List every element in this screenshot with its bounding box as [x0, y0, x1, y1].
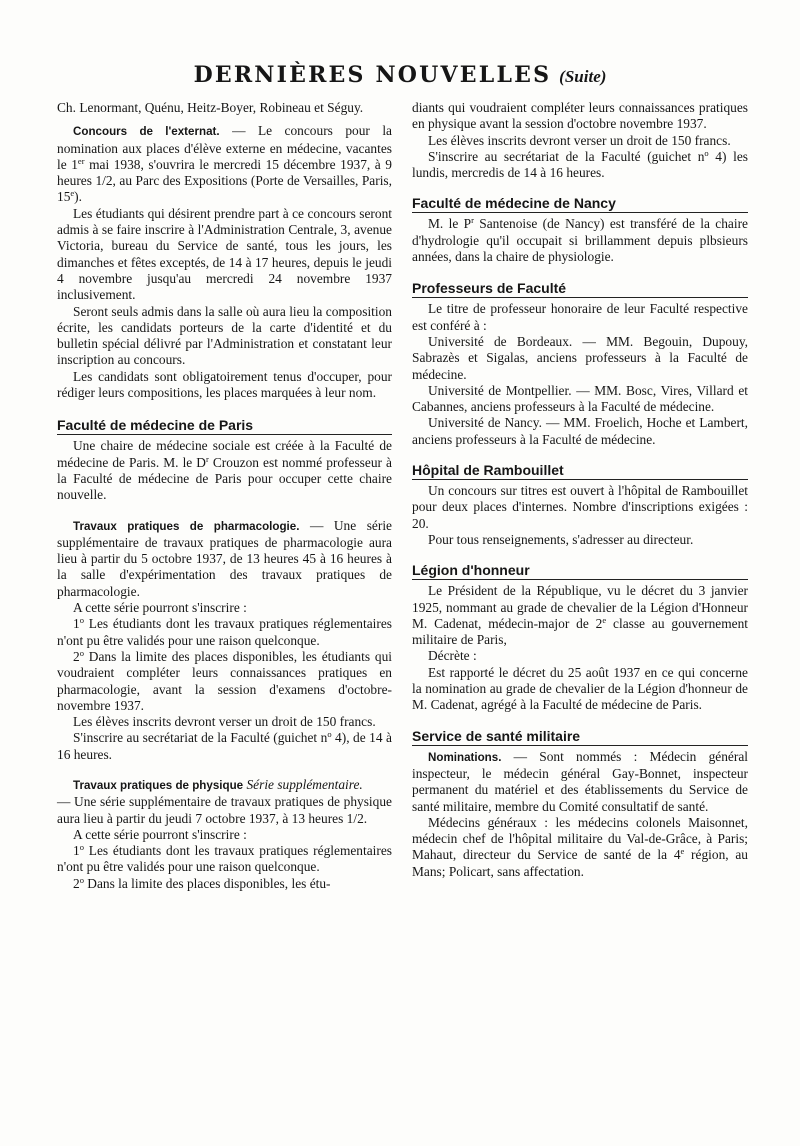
sante-p2: [412, 815, 748, 880]
sup: o: [327, 729, 332, 740]
pharmacologie-subsection: [57, 518, 392, 763]
phys-p3-text: Les étudiants dont les travaux pratiques réglementaires n'ont pu être validés pour une raison quelconque.: [57, 843, 392, 875]
pharma-p3-text: Les étudiants dont les travaux pratiques réglementaires n'ont pu être validés pour une raison quelconque.: [57, 616, 392, 648]
legion-title: Légion d'honneur: [412, 562, 748, 580]
sante-p1-text: — Sont nommés : Médecin général inspecteur, le médecin général Gay-Bonnet, inspecteur permanent du matériel et des établissements du Service de santé militaire, membre du Comité consultatif de santé.: [412, 748, 748, 814]
right-column: [412, 100, 748, 880]
sup: r: [471, 215, 474, 226]
sup: o: [79, 842, 84, 853]
num: 1: [73, 616, 80, 632]
pharma-p4-text: Dans la limite des places disponibles, les étudiants qui voudraient compléter leurs connaissances pratiques en pharmacologie, avant la session d'examens d'octobre-novembre 1937.: [57, 648, 392, 713]
pharma-p6-a: S'inscrire au secrétariat de la Faculté (guichet n: [73, 730, 328, 746]
rambouillet-title: Hôpital de Rambouillet: [412, 462, 748, 480]
header-title: DERNIÈRES NOUVELLES: [193, 62, 552, 88]
cont-p3-b: 4) les lundis, mercredis de 14 à 16 heures.: [412, 148, 748, 181]
page-header: [0, 62, 800, 88]
sante-p1: [412, 749, 748, 815]
pharma-title: Travaux pratiques de pharmacologie.: [73, 519, 300, 533]
externat-p1-text: — Le concours pour la nomination aux places d'élève externe en médecine, vacantes le 1: [57, 123, 392, 172]
nancy-p1-a: M. le P: [428, 216, 472, 232]
num: 2: [73, 648, 80, 664]
paris-p1-a: Une chaire de médecine sociale est créée à la Faculté de médecine de Paris. M. le D: [57, 438, 392, 470]
prof-p1: Le titre de professeur honoraire de leur Faculté respective est conféré à :: [412, 301, 748, 333]
professeurs-title: Professeurs de Faculté: [412, 280, 748, 298]
externat-p4: Les candidats sont obligatoirement tenus d'occuper, pour rédiger leurs compositions, les places marquées à leur nom.: [57, 368, 392, 401]
externat-p1-end: mai 1938, s'ouvrira le mercredi 15 décembre 1937, à 9 heures 1/2, au Parc des Expositions (Porte de Versailles, Paris, 15: [57, 156, 392, 205]
nominations-label: Nominations.: [428, 750, 502, 764]
sup: e: [602, 614, 607, 625]
prof-p4: Université de Nancy. — MM. Froelich, Hoche et Lambert, anciens professeurs à la Faculté de médecine.: [412, 415, 748, 447]
sup: o: [79, 874, 84, 885]
legion-section: [412, 562, 748, 713]
phys-title: Travaux pratiques de physique: [73, 778, 244, 792]
externat-p2: Les étudiants qui désirent prendre part à ce concours seront admis à se faire inscrire à l'Administration Centrale, 3, avenue Victoria, bureau du Service de santé, tous les jours, les dimanches et fêtes exceptés, de 14 à 17 heures, depuis le jeudi 4 novembre jusqu'au mercredi 24 novembre 1937 inclusivement.: [57, 205, 392, 303]
pharma-p1-text: — Une série supplémentaire de travaux pratiques de pharmacologie aura lieu à partir du 5 octobre 1937, de 13 heures 45 à 16 heures à la salle d'expérimentation des travaux pratiques de pharmacologie.: [57, 517, 392, 599]
header-suite: (Suite): [559, 67, 607, 86]
prof-p2: Université de Bordeaux. — MM. Begouin, Dupouy, Sabrazès et Sigalas, anciens professeurs à la Faculté de médecine.: [412, 333, 748, 382]
pharma-p4: [57, 649, 392, 714]
pharma-p5: Les élèves inscrits devront verser un droit de 150 francs.: [73, 714, 376, 730]
legion-p3: Est rapporté le décret du 25 août 1937 en ce qui concerne la nomination au grade de chevalier de la Légion d'honneur de M. Cadenat, agrégé à la Faculté de médecine de Paris.: [412, 664, 748, 713]
sante-section: [412, 728, 748, 880]
left-column: [57, 100, 392, 892]
nancy-title: Faculté de médecine de Nancy: [412, 195, 748, 213]
sup: o: [79, 615, 84, 626]
externat-title: Concours de l'externat.: [73, 125, 220, 139]
rambouillet-p1: Un concours sur titres est ouvert à l'hôpital de Rambouillet pour deux places d'internes. Nombre d'inscriptions exigées : 20.: [412, 483, 748, 531]
sante-title: Service de santé militaire: [412, 728, 748, 746]
professeurs-section: [412, 280, 748, 448]
continuation-p2: Les élèves inscrits devront verser un droit de 150 francs.: [428, 132, 731, 148]
externat-p1: [57, 123, 392, 205]
physique-subsection: [57, 777, 392, 892]
sup: e: [680, 846, 685, 857]
sup: e: [70, 188, 75, 199]
sup: r: [205, 453, 209, 464]
legion-p1-b: classe au gouvernement militaire de Paris,: [412, 615, 748, 648]
pharma-p6-b: 4), de 14 à 16 heures.: [57, 730, 392, 762]
phys-p2: A cette série pourront s'inscrire :: [73, 826, 247, 842]
continuation-p3: [412, 149, 748, 182]
pharma-p6: [57, 730, 392, 763]
sante-p2-b: région, au Mans; Policart, sans affectation.: [412, 847, 749, 879]
phys-p1-body: — Une série supplémentaire de travaux pratiques de physique aura lieu à partir du jeudi 7 octobre 1937, à 13 heures 1/2.: [57, 794, 392, 826]
paris-section: [57, 417, 392, 892]
nancy-section: [412, 195, 748, 265]
continuation-p1: diants qui voudraient compléter leurs connaissances pratiques en physique avant la session d'octobre novembre 1937.: [412, 100, 748, 132]
phys-p4-text: Dans la limite des places disponibles, les étu-: [83, 875, 331, 891]
num: 2: [73, 875, 80, 891]
nancy-p1-b: Santenoise (de Nancy) est transféré de la chaire d'hydrologie qu'il occupait si brillamment depuis plbsieurs années, dans la chaire de physiologie.: [412, 216, 748, 265]
phys-p3: [57, 843, 392, 876]
phys-title-italic: Série supplémentaire.: [246, 776, 363, 792]
pharma-p2: A cette série pourront s'inscrire :: [73, 600, 247, 616]
sup: er: [77, 155, 85, 166]
externat-p3: Seront seuls admis dans la salle où aura lieu la composition écrite, les candidats porteurs de la carte d'identité et du bulletin spécial délivré par l'Administration et constatant leur inscription au concours.: [57, 303, 392, 368]
sup: o: [79, 647, 84, 658]
legion-p2: Décrète :: [428, 648, 477, 664]
phys-p4: [57, 876, 392, 892]
externat-p1-tail: ).: [74, 189, 82, 205]
pharma-p1: [57, 518, 392, 600]
sante-p2-a: Médecins généraux : les médecins colonels Maisonnet, médecin chef de l'hôpital militaire du Val-de-Grâce, à Paris; Mahaut, directeur du Service de santé de la 4: [412, 814, 748, 863]
externat-section: [57, 123, 392, 401]
rambouillet-p2: Pour tous renseignements, s'adresser au directeur.: [428, 531, 694, 547]
paris-title: Faculté de médecine de Paris: [57, 417, 392, 435]
paris-p1: [57, 438, 392, 503]
paris-p1-b: Crouzon est nommé professeur à la Faculté de médecine de Paris pour occuper cette chaire nouvelle.: [57, 454, 392, 503]
intro-paragraph: Ch. Lenormant, Quénu, Heitz-Boyer, Robineau et Séguy.: [57, 100, 364, 115]
cont-p3-a: S'inscrire au secrétariat de la Faculté (guichet n: [428, 148, 705, 164]
legion-p1: [412, 583, 748, 648]
nancy-p1: [412, 216, 748, 265]
rambouillet-section: [412, 462, 748, 548]
legion-p1-a: Le Président de la République, vu le décret du 3 janvier 1925, nommant au grade de chevalier de la Légion d'Honneur M. Cadenat, médecin-major de 2: [412, 583, 748, 631]
pharma-p3: [57, 616, 392, 649]
num: 1: [73, 843, 80, 859]
prof-p3: Université de Montpellier. — MM. Bosc, Vires, Villard et Cabannes, anciens professeurs à la Faculté de médecine.: [412, 382, 748, 415]
phys-p1: [57, 777, 392, 794]
sup: o: [704, 147, 709, 158]
